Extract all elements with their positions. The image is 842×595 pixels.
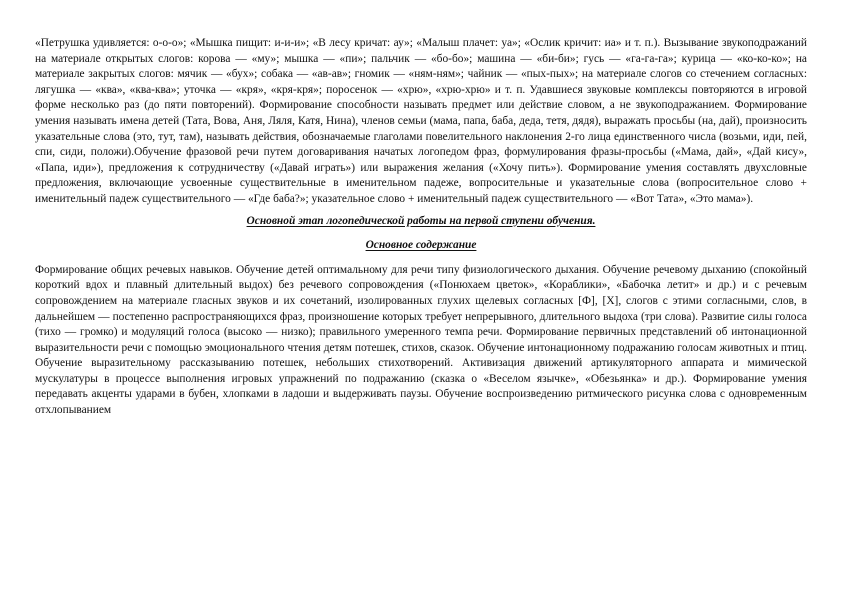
paragraph-general-speech-skills: Формирование общих речевых навыков. Обучение детей оптимальному для речи типу физиологического дыхания. Обучение речевому дыханию (спокойный короткий вдох и плавный длительный выдох) без речевого сопровождения («Понюхаем цветок», «Кораблики», «Бабочка летит» и др.) и с речевым сопровождением на материале гласных звуков и их сочетаний, изолированных глухих щелевых согласных [Ф], [Х], слогов с этими согласными, слов, в дальнейшем — постепенно распространяющихся фраз, произношение которых требует непрерывного, длительного выдоха (три слова). Развитие силы голоса (тихо — громко) и модуляций голоса (высоко — низко); правильного умеренного темпа речи. Формирование первичных представлений об интонационной выразительности речи с помощью эмоционального чтения детям потешек, стихов, сказок. Обучение интонационному подражанию голосам животных и птиц. Обучение выразительному рассказыванию потешек, небольших стихотворений. Активизация движений артикуляторного аппарата и мимической мускулатуры в процессе выполнения игровых упражнений по подражанию (сказка о «Веселом язычке», «Обезьянка» и др.). Формирование умения передавать акценты ударами в бубен, хлопками в ладоши и выдерживать паузы. Обучение воспроизведению ритмического рисунка слова с одновременным отхлопыванием [35,263,807,417]
document-page [35,36,807,481]
section-heading-main-stage: Основной этап логопедической работы на первой ступени обучения. [246,214,596,227]
section-heading-main-content: Основное содержание [365,239,477,252]
paragraph-clip [35,263,807,481]
paragraph-sound-imitation: «Петрушка удивляется: о-о-о»; «Мышка пищит: и-и-и»; «В лесу кричат: ау»; «Малыш плачет: уа»; «Ослик кричит: иа» и т. п.). Вызывание звукоподражаний на материале открытых слогов: корова — «му»; мышка — «пи»; пальчик — «бо-бо»; машина — «би-би»; гусь — «га-га-га»; курица — «ко-ко-ко»; на материале закрытых слогов: мячик — «бух»; собака — «ав-ав»; гномик — «ням-ням»; чайник — «пых-пых»; на материале слогов со стечением согласных: лягушка — «ква», «ква-ква»; уточка — «кря», «кря-кря»; поросенок — «хрю», «хрю-хрю» и т. п. Удавшиеся звуковые комплексы повторяются в игровой форме несколько раз (до пяти повторений). Формирование способности называть предмет или действие словом, а не звукоподражанием. Формирование умения называть имена детей (Тата, Вова, Аня, Ляля, Катя, Нина), членов семьи (мама, папа, баба, деда, тетя, дядя), выражать просьбы (на, дай), произносить указательные слова (это, тут, там), называть действия, обозначаемые глаголами повелительного наклонения 2-го лица единственного числа (возьми, иди, пей, спи, сиди, положи).Обучение фразовой речи путем договаривания начатых логопедом фраз, формулирования фразы-просьбы («Мама, дай», «Дай кису», «Папа, иди»), предложения к сотрудничеству («Давай играть») или выражения желания («Хочу пить»). Формирование умения составлять двухсловные предложения, включающие усвоенные существительные в именительном падеже, вопросительные и указательные слова (вопросительное слово + именительный падеж существительного — «Где баба?»; указательное слово + именительный падеж существительного — «Вот Тата», «Это мама»). [35,37,807,205]
